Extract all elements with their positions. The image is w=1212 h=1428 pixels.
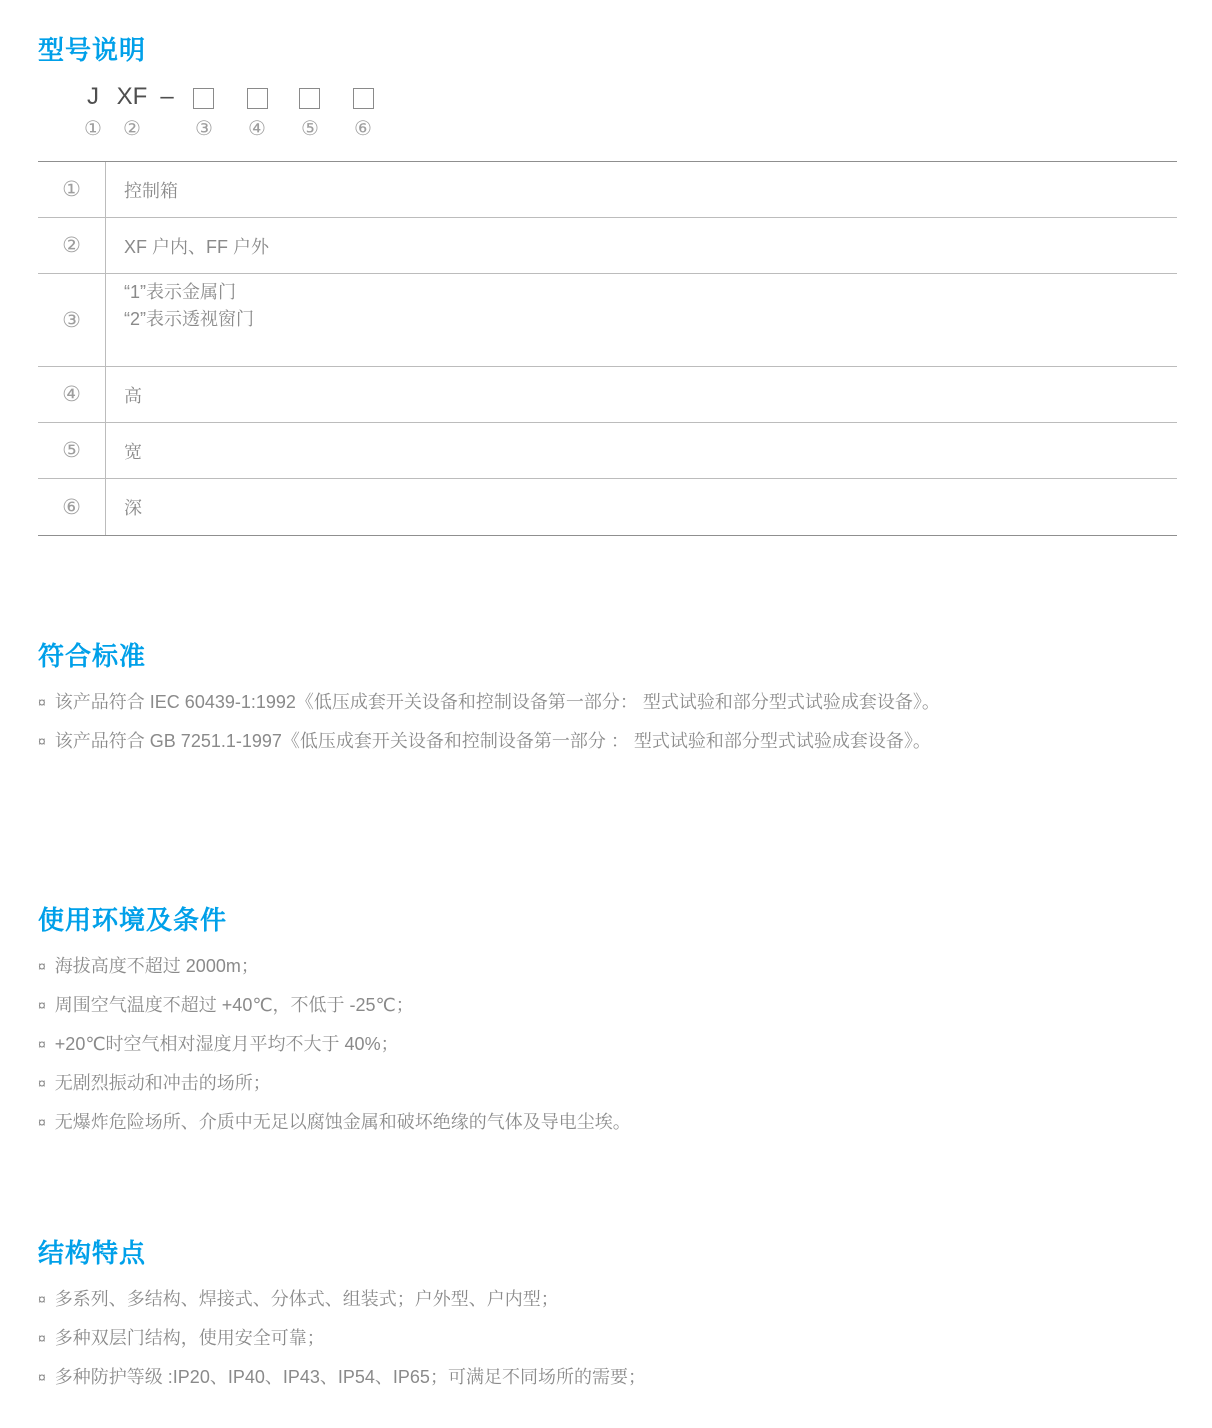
standards-section-title: 符合标准 [38,641,147,671]
bullet-icon: ¤ [38,1330,46,1346]
table-row-desc: 宽 [124,441,142,462]
bullet-icon: ¤ [38,694,46,710]
table-row-number: ⑤ [38,423,106,478]
model-code-box [193,88,214,109]
list-item-text: 多种双层门结构，使用安全可靠； [54,1328,325,1348]
table-row [38,218,1177,274]
list-item [38,953,1177,979]
bullet-icon: ¤ [38,1291,46,1307]
bullet-icon: ¤ [38,1114,46,1130]
list-item [38,728,1177,754]
model-code-box [299,88,320,109]
table-row-desc: 控制箱 [124,180,178,201]
table-row-desc: 深 [124,498,142,518]
table-row-desc-line2: “2”表示透视窗门 [124,309,254,329]
table-row-number: ① [38,162,106,217]
table-row-desc-line1: “1”表示金属门 [124,282,236,302]
list-item-text: 多系列、多结构、焊接式、分体式、组装式；户外型、户内型； [54,1289,559,1309]
bullet-icon: ¤ [38,1036,46,1052]
section-environment [38,900,1177,1135]
features-section-title: 结构特点 [38,1238,147,1268]
table-row-number: ④ [38,367,106,422]
section-model [38,30,1177,536]
list-item-text: 该产品符合 GB 7251.1-1997《低压成套开关设备和控制设备第一部分 ： 型式试验和部分型式试验成套设备》。 [54,731,931,751]
features-list [38,1286,1177,1390]
bullet-icon: ¤ [38,733,46,749]
circled-number-3: ③ [195,118,213,140]
table-row [38,367,1177,423]
list-item [38,1070,1177,1096]
model-code-dash: – [160,83,174,110]
model-code-box [247,88,268,109]
bullet-icon: ¤ [38,958,46,974]
model-section-title: 型号说明 [38,35,147,65]
table-row-desc: XF 户内、FF 户外 [124,236,269,257]
bullet-icon: ¤ [38,997,46,1013]
list-item-text: +20℃时空气相对湿度月平均不大于 40%； [54,1034,399,1054]
circled-number-1: ① [84,118,102,140]
table-row-number: ② [38,218,106,273]
list-item [38,1364,1177,1390]
table-row [38,162,1177,218]
list-item-text: 该产品符合 IEC 60439-1:1992《低压成套开关设备和控制设备第一部分： 型式试验和部分型式试验成套设备》。 [54,692,940,712]
table-row-number: ③ [38,274,106,366]
list-item-text: 周围空气温度不超过 +40℃，不低于 -25℃； [54,995,414,1015]
list-item [38,1325,1177,1351]
bullet-icon: ¤ [38,1369,46,1385]
section-features [38,1233,1177,1390]
list-item [38,1031,1177,1057]
model-code-box [353,88,374,109]
circled-number-2: ② [123,118,141,140]
list-item-text: 无剧烈振动和冲击的场所； [54,1073,271,1093]
environment-section-title: 使用环境及条件 [38,905,228,935]
circled-number-6: ⑥ [354,118,372,140]
table-row-desc: 高 [124,385,142,406]
table-row [38,423,1177,479]
model-code-diagram [38,83,1177,149]
list-item [38,689,1177,715]
model-code-prefix-xf: XF [116,83,148,110]
table-row-desc [106,274,1177,366]
list-item [38,1109,1177,1135]
section-standards [38,636,1177,754]
circled-number-5: ⑤ [301,118,319,140]
table-row [38,479,1177,535]
standards-list [38,689,1177,754]
table-row-number: ⑥ [38,479,106,535]
circled-number-4: ④ [248,118,266,140]
list-item-text: 无爆炸危险场所、介质中无足以腐蚀金属和破坏绝缘的气体及导电尘埃。 [54,1112,631,1132]
table-row [38,274,1177,367]
list-item-text: 多种防护等级 :IP20、IP40、IP43、IP54、IP65；可满足不同场所的需要； [54,1367,646,1387]
model-explanation-table [38,161,1177,536]
environment-list [38,953,1177,1135]
list-item [38,992,1177,1018]
list-item [38,1286,1177,1312]
list-item-text: 海拔高度不超过 2000m； [54,956,259,976]
bullet-icon: ¤ [38,1075,46,1091]
model-code-prefix-j: J [87,83,99,110]
